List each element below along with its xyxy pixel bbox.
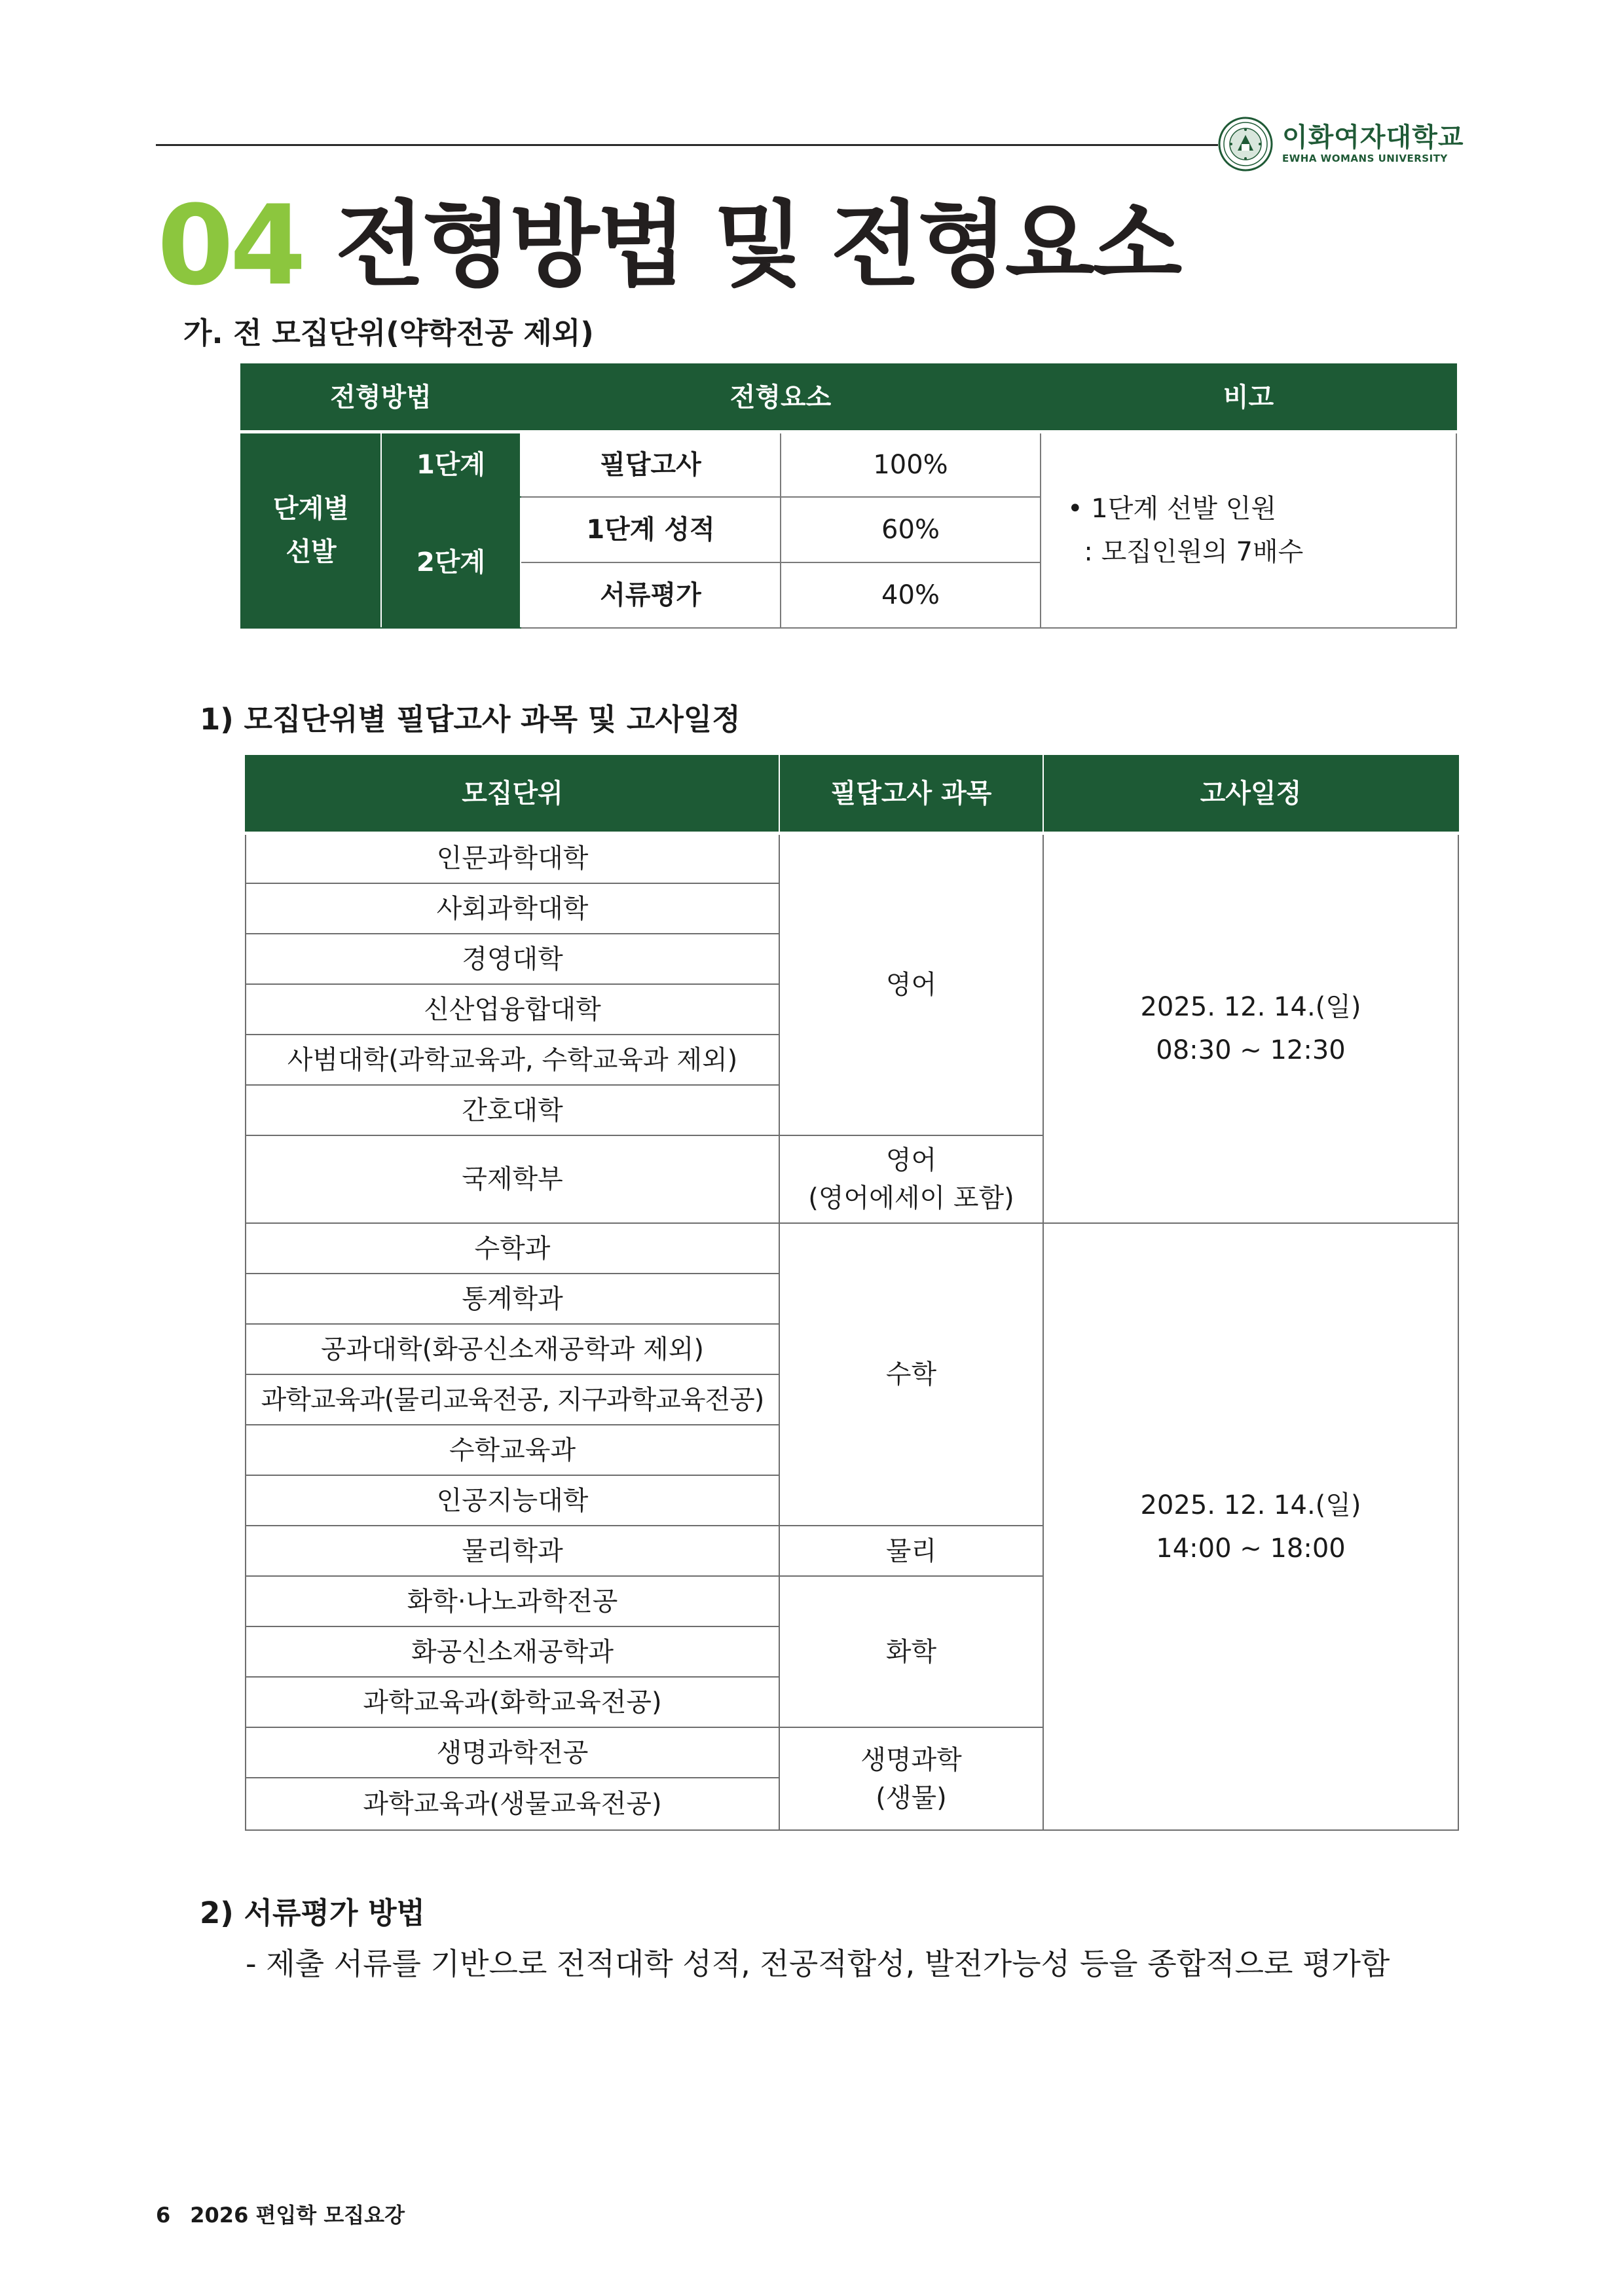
page-number: 6 xyxy=(156,2203,171,2228)
logo-korean-text: 이화여자대학교 xyxy=(1282,122,1464,153)
document-review-description: - 제출 서류를 기반으로 전적대학 성적, 전공적합성, 발전가능성 등을 종합적으로 평가함 xyxy=(246,1946,1390,1981)
element-document-review: 서류평가 xyxy=(521,562,781,628)
element-stage1-score: 1단계 성적 xyxy=(521,497,781,562)
stage-selection-label: 단계별 선발 xyxy=(241,431,381,628)
university-logo xyxy=(1218,117,1464,172)
page-title xyxy=(157,181,1180,310)
ratio-stage1-score: 60% xyxy=(781,497,1041,562)
remarks-line1: • 1단계 선발 인원 xyxy=(1067,493,1277,524)
remarks-cell xyxy=(1041,431,1456,628)
header-cell-subject: 필답고사 과목 xyxy=(779,756,1043,833)
page-footer xyxy=(156,2199,424,2229)
unit-cell: 신산업융합대학 xyxy=(246,984,779,1035)
unit-cell: 과학교육과(생물교육전공) xyxy=(246,1778,779,1830)
schedule-cell-afternoon: 2025. 12. 14.(일) 14:00 ~ 18:00 xyxy=(1043,1223,1458,1830)
header-rule xyxy=(156,144,1218,146)
header-cell-schedule: 고사일정 xyxy=(1043,756,1458,833)
ratio-document-review: 40% xyxy=(781,562,1041,628)
subject-cell-physics: 물리 xyxy=(779,1526,1043,1576)
subsection-2-heading: 2) 서류평가 방법 xyxy=(200,1896,426,1930)
unit-cell: 사범대학(과학교육과, 수학교육과 제외) xyxy=(246,1035,779,1085)
header-cell-elements: 전형요소 xyxy=(521,364,1041,431)
unit-cell: 수학교육과 xyxy=(246,1425,779,1475)
header-cell-method: 전형방법 xyxy=(241,364,521,431)
unit-cell: 사회과학대학 xyxy=(246,883,779,934)
university-seal-icon xyxy=(1218,117,1273,172)
unit-cell: 생명과학전공 xyxy=(246,1727,779,1778)
exam-subject-schedule-table xyxy=(245,755,1459,1831)
subject-cell-chemistry: 화학 xyxy=(779,1576,1043,1727)
subsection-1-heading: 1) 모집단위별 필답고사 과목 및 고사일정 xyxy=(200,702,741,737)
unit-cell: 경영대학 xyxy=(246,934,779,984)
unit-cell: 인공지능대학 xyxy=(246,1475,779,1526)
unit-cell: 공과대학(화공신소재공학과 제외) xyxy=(246,1324,779,1374)
subsection-ga-heading: 가. 전 모집단위(약학전공 제외) xyxy=(183,316,594,350)
subject-cell-english-essay: 영어 (영어에세이 포함) xyxy=(779,1135,1043,1223)
unit-cell: 수학과 xyxy=(246,1223,779,1274)
unit-cell: 국제학부 xyxy=(246,1135,779,1223)
subject-cell-english: 영어 xyxy=(779,833,1043,1135)
unit-cell: 통계학과 xyxy=(246,1274,779,1324)
unit-cell: 과학교육과(물리교육전공, 지구과학교육전공) xyxy=(246,1374,779,1425)
subject-cell-biology: 생명과학 (생물) xyxy=(779,1727,1043,1830)
header-cell-unit: 모집단위 xyxy=(246,756,779,833)
table-row xyxy=(246,1223,1458,1274)
remarks-line2: : 모집인원의 7배수 xyxy=(1067,536,1304,567)
table-row xyxy=(241,431,1456,497)
ratio-written-exam: 100% xyxy=(781,431,1041,497)
table-row xyxy=(246,833,1458,883)
subject-cell-math: 수학 xyxy=(779,1223,1043,1526)
element-written-exam: 필답고사 xyxy=(521,431,781,497)
unit-cell: 물리학과 xyxy=(246,1526,779,1576)
selection-method-table xyxy=(240,363,1457,629)
stage1-label: 1단계 xyxy=(381,431,521,497)
section-number: 04 xyxy=(157,181,303,310)
schedule-cell-morning: 2025. 12. 14.(일) 08:30 ~ 12:30 xyxy=(1043,833,1458,1223)
unit-cell: 화공신소재공학과 xyxy=(246,1626,779,1677)
table-header-row xyxy=(246,756,1458,833)
stage2-label: 2단계 xyxy=(381,497,521,628)
unit-cell: 화학·나노과학전공 xyxy=(246,1576,779,1626)
table-header-row xyxy=(241,364,1456,431)
header-cell-remarks: 비고 xyxy=(1041,364,1456,431)
unit-cell: 간호대학 xyxy=(246,1085,779,1135)
unit-cell: 과학교육과(화학교육전공) xyxy=(246,1677,779,1727)
section-title: 전형방법 및 전형요소 xyxy=(335,191,1180,299)
logo-english-text: EWHA WOMANS UNIVERSITY xyxy=(1282,153,1448,164)
footer-title: 2026 편입학 모집요강 xyxy=(190,2203,405,2228)
unit-cell: 인문과학대학 xyxy=(246,833,779,883)
